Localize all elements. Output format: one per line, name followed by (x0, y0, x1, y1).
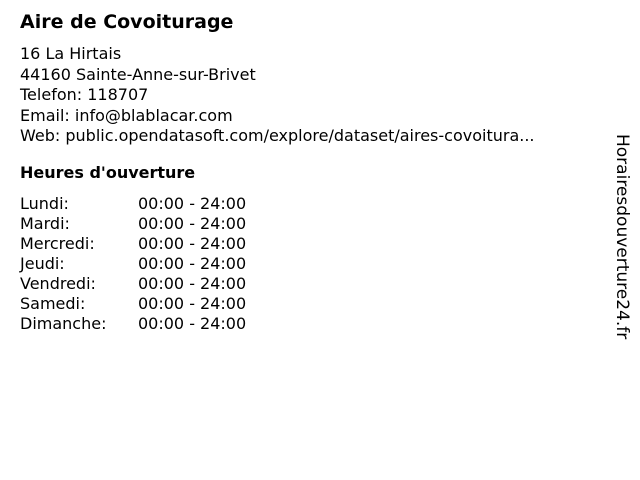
day-label: Mardi: (20, 214, 70, 233)
hours-row-friday (20, 274, 246, 294)
hours-row-sunday (20, 314, 246, 334)
day-hours: 00:00 - 24:00 (138, 214, 247, 233)
day-hours: 00:00 - 24:00 (138, 294, 247, 313)
day-hours: 00:00 - 24:00 (138, 234, 247, 253)
email-label: Email: (20, 105, 70, 125)
contact-info (20, 44, 535, 147)
web-label: Web: (20, 126, 61, 145)
hours-row-saturday (20, 294, 246, 314)
day-hours: 00:00 - 24:00 (138, 194, 247, 213)
page-title: Aire de Covoiturage (20, 11, 234, 33)
street-address: 16 La Hirtais (20, 44, 122, 63)
web-link[interactable]: public.opendatasoft.com/explore/dataset/aires-covoitura... (65, 126, 535, 145)
phone-number: Telefon: 118707 (20, 85, 149, 104)
day-hours: 00:00 - 24:00 (138, 314, 247, 333)
day-label: Lundi: (20, 194, 69, 213)
opening-hours-heading: Heures d'ouverture (20, 163, 196, 182)
site-watermark: Horairesdouverture24.fr (612, 134, 632, 340)
city-address: 44160 Sainte-Anne-sur-Brivet (20, 64, 256, 84)
day-label: Vendredi: (20, 274, 96, 293)
day-label: Mercredi: (20, 234, 95, 253)
email-line (20, 106, 535, 127)
day-label: Jeudi: (20, 254, 65, 273)
hours-row-thursday (20, 254, 246, 274)
day-hours: 00:00 - 24:00 (138, 274, 247, 293)
day-label: Dimanche: (20, 314, 107, 333)
hours-row-tuesday (20, 214, 246, 234)
opening-hours-table (20, 194, 246, 334)
day-hours: 00:00 - 24:00 (138, 254, 247, 273)
day-label: Samedi: (20, 294, 86, 313)
hours-row-monday (20, 194, 246, 214)
email-link[interactable]: info@blablacar.com (74, 105, 233, 125)
web-line (20, 126, 535, 147)
hours-row-wednesday (20, 234, 246, 254)
